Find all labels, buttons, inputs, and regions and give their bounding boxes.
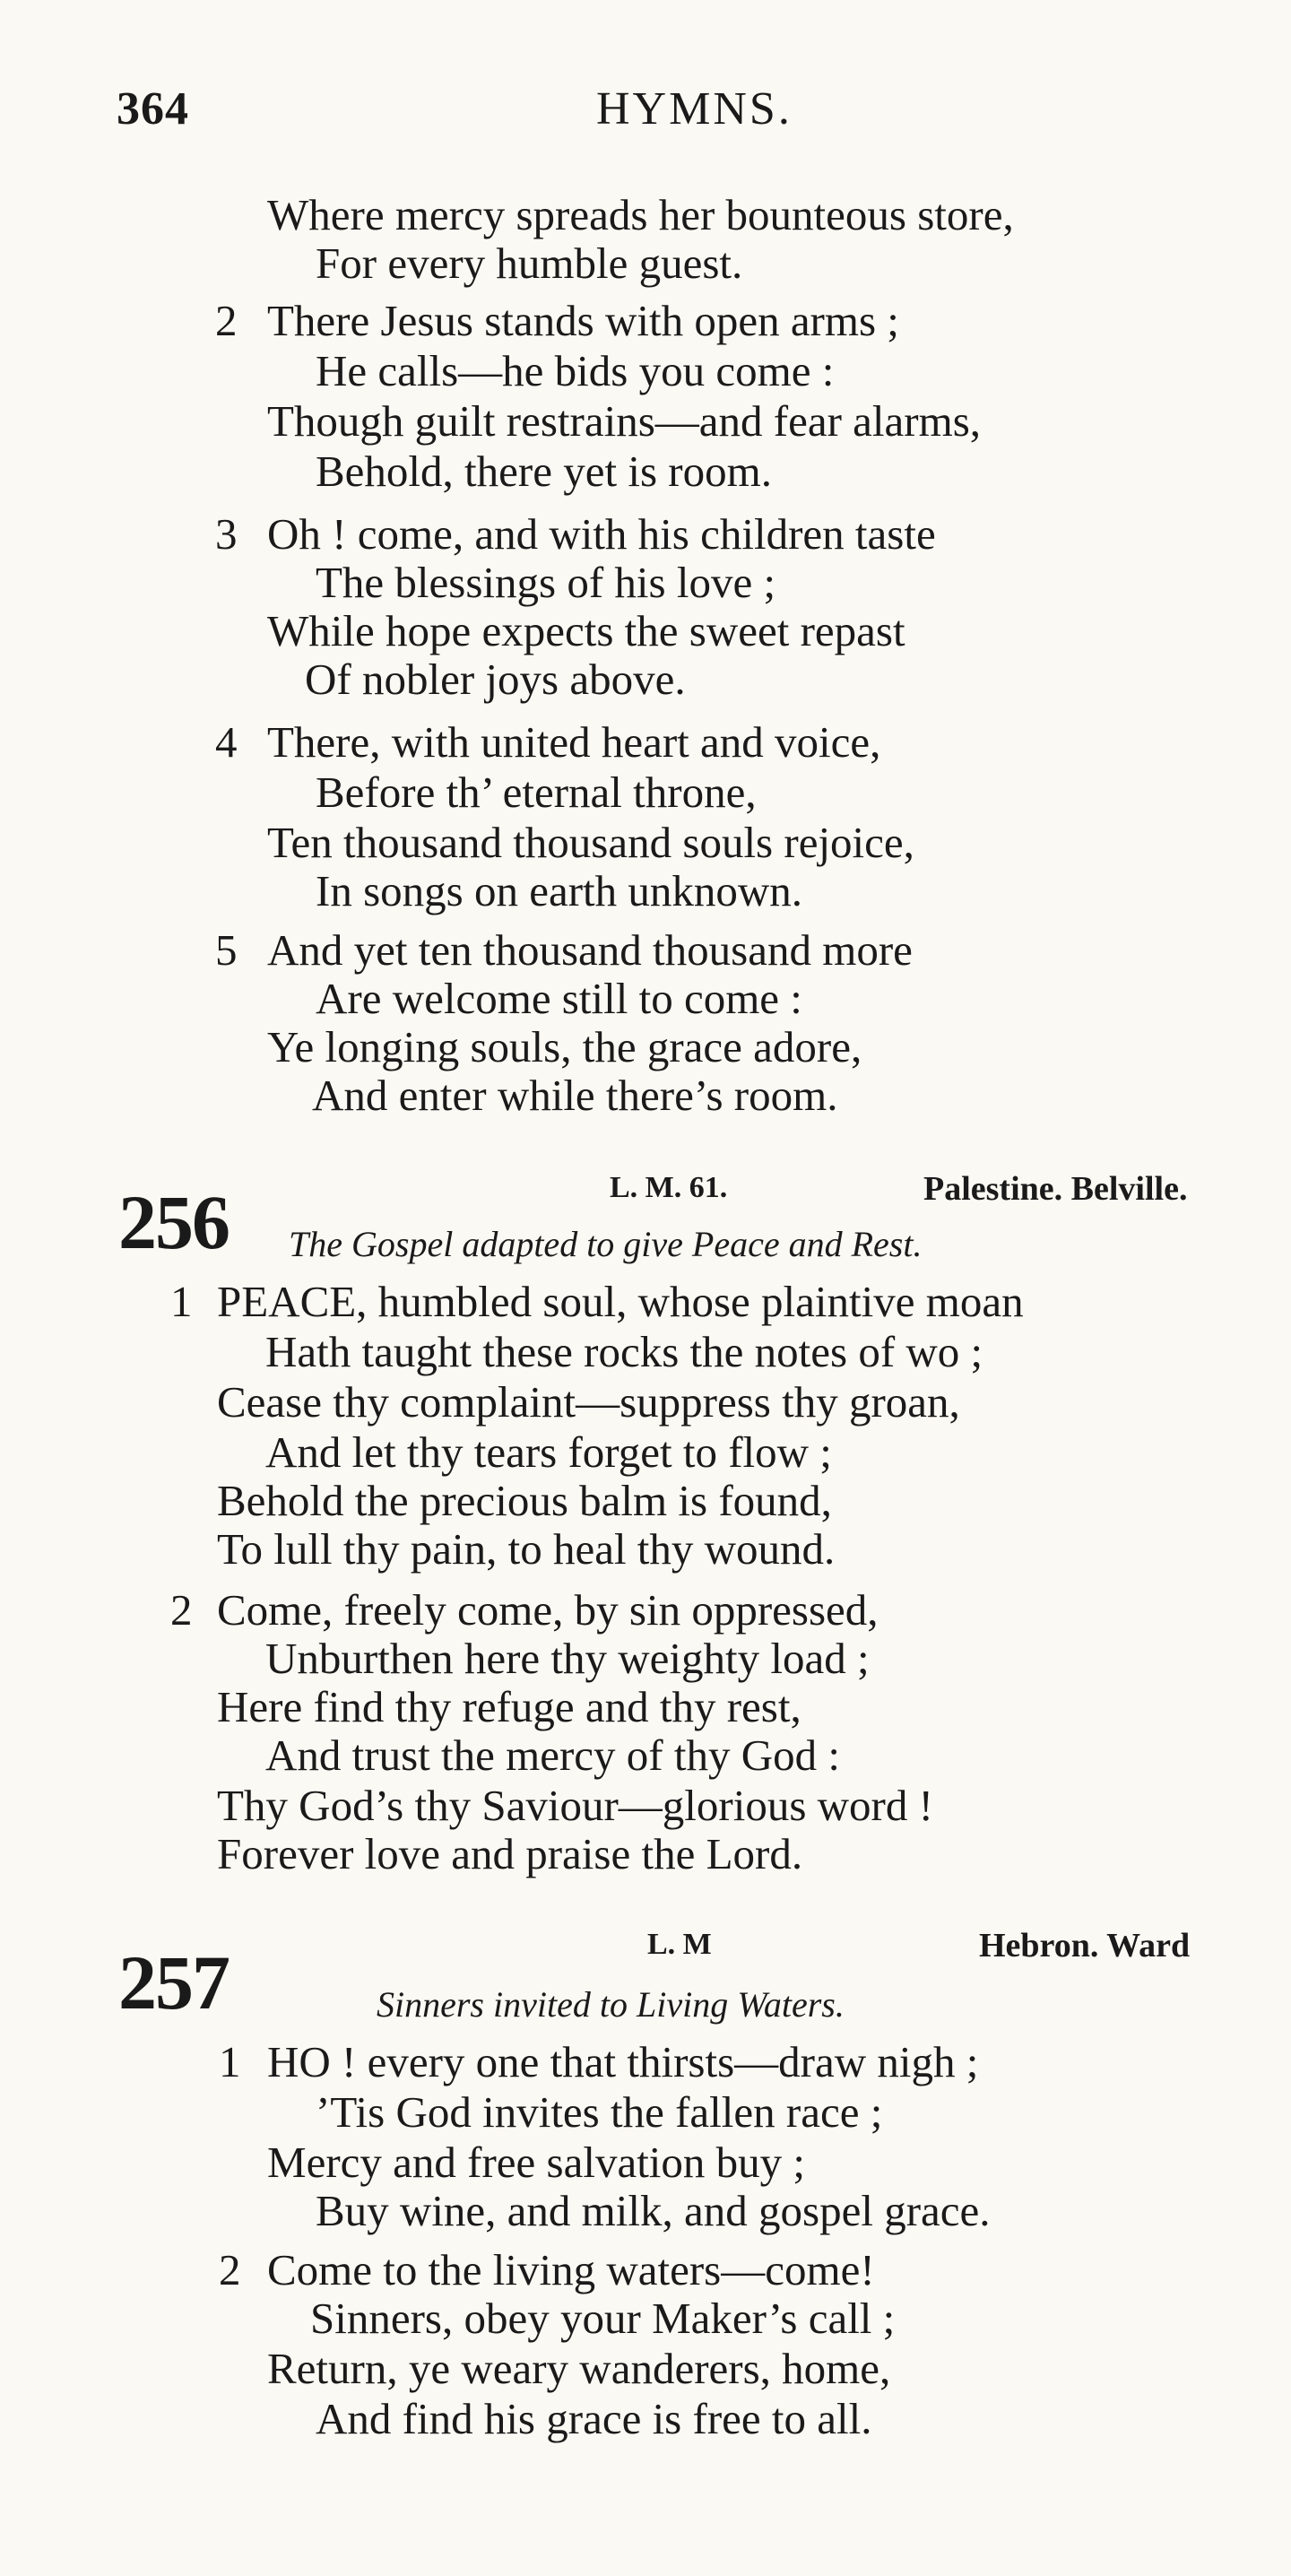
verse-line: Are welcome still to come : xyxy=(316,974,802,1023)
verse-line: To lull thy pain, to heal thy wound. xyxy=(217,1524,836,1574)
verse-line: And trust the mercy of thy God : xyxy=(265,1730,840,1780)
page-number: 364 xyxy=(117,83,189,134)
verse-number: 1 xyxy=(170,1277,193,1326)
verse-line: The blessings of his love ; xyxy=(316,558,776,607)
hymn-tunes: Palestine. Belville. xyxy=(923,1170,1188,1208)
verse-line: Cease thy complaint—suppress thy groan, xyxy=(217,1377,960,1427)
verse-line: Behold the precious balm is found, xyxy=(217,1476,832,1525)
verse-line: Forever love and praise the Lord. xyxy=(217,1829,803,1878)
verse-line: Come to the living waters—come! xyxy=(267,2245,875,2294)
verse-line: Buy wine, and milk, and gospel grace. xyxy=(316,2186,991,2235)
verse-number: 1 xyxy=(219,2037,241,2086)
hymn-meter: L. M. 61. xyxy=(610,1171,728,1204)
verse-line: For every humble guest. xyxy=(316,239,743,288)
hymn-meter: L. M xyxy=(647,1928,712,1961)
verse-line: Ten thousand thousand souls rejoice, xyxy=(267,818,914,867)
verse-line: Of nobler joys above. xyxy=(305,655,686,704)
verse-line: Return, ye weary wanderers, home, xyxy=(267,2344,891,2393)
verse-line: Come, freely come, by sin oppressed, xyxy=(217,1585,879,1635)
hymn-title: The Gospel adapted to give Peace and Rest. xyxy=(289,1224,923,1264)
verse-line: Here find thy refuge and thy rest, xyxy=(217,1682,801,1731)
verse-line: ’Tis God invites the fallen race ; xyxy=(316,2087,883,2137)
verse-line: There, with united heart and voice, xyxy=(267,717,881,767)
page-title: HYMNS. xyxy=(596,83,793,134)
verse-line: In songs on earth unknown. xyxy=(316,866,803,915)
verse-line: Mercy and free salvation buy ; xyxy=(267,2138,806,2187)
hymn-title: Sinners invited to Living Waters. xyxy=(377,1984,845,2025)
verse-number: 3 xyxy=(215,509,238,559)
hymn-tunes: Hebron. Ward xyxy=(979,1927,1191,1965)
verse-line: PEACE, humbled soul, whose plaintive moan xyxy=(217,1277,1024,1326)
verse-line: While hope expects the sweet repast xyxy=(267,606,905,655)
verse-number: 4 xyxy=(215,717,238,767)
verse-line: Thy God’s thy Saviour—glorious word ! xyxy=(217,1781,933,1830)
verse-number: 2 xyxy=(219,2245,241,2294)
hymn-number: 256 xyxy=(118,1179,229,1265)
verse-number: 2 xyxy=(215,296,238,345)
verse-number: 2 xyxy=(170,1585,193,1635)
verse-line: And let thy tears forget to flow ; xyxy=(265,1427,832,1477)
verse-line: And enter while there’s room. xyxy=(312,1071,838,1120)
verse-line: Oh ! come, and with his children taste xyxy=(267,509,936,559)
verse-line: HO ! every one that thirsts—draw nigh ; xyxy=(267,2037,979,2086)
verse-line: And find his grace is free to all. xyxy=(316,2394,872,2443)
verse-line: There Jesus stands with open arms ; xyxy=(267,296,899,345)
verse-line: And yet ten thousand thousand more xyxy=(267,925,913,975)
hymn-number: 257 xyxy=(118,1939,229,2025)
verse-line: Hath taught these rocks the notes of wo ; xyxy=(265,1327,983,1376)
verse-line: Though guilt restrains—and fear alarms, xyxy=(267,396,982,446)
verse-line: He calls—he bids you come : xyxy=(316,346,835,395)
verse-number: 5 xyxy=(215,925,238,975)
verse-line: Where mercy spreads her bounteous store, xyxy=(267,190,1014,239)
verse-line: Ye longing souls, the grace adore, xyxy=(267,1022,862,1071)
verse-line: Before th’ eternal throne, xyxy=(316,768,757,817)
verse-line: Sinners, obey your Maker’s call ; xyxy=(310,2294,896,2343)
verse-line: Unburthen here thy weighty load ; xyxy=(265,1634,870,1683)
verse-line: Behold, there yet is room. xyxy=(316,447,772,496)
